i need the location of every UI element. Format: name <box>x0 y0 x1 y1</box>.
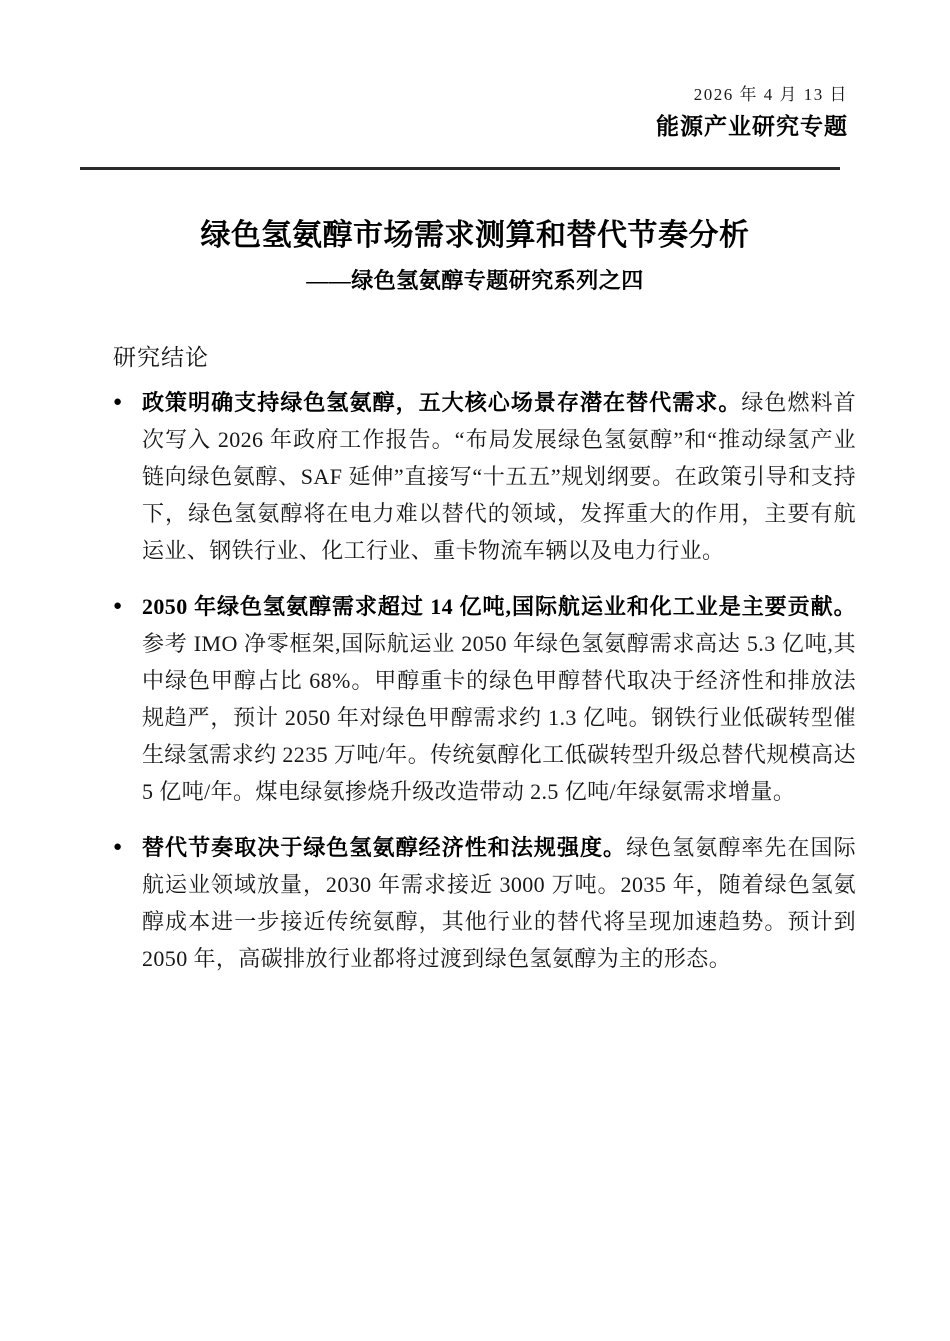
bullet-icon: ● <box>113 394 123 410</box>
bullet-body-text: 绿色氢氨醇率先在国际航运业领域放量，2030 年需求接近 3000 万吨。2035 年，随着绿色氢氨醇成本进一步接近传统氨醇，其他行业的替代将呈现加速趋势。预计到 2050 年，高碳排放行业都将过渡到绿色氢氨醇为主的形态。 <box>142 835 856 971</box>
report-subtitle: ——绿色氢氨醇专题研究系列之四 <box>306 268 644 293</box>
section-heading-conclusions: 研究结论 <box>113 344 209 370</box>
list-item <box>112 588 856 810</box>
list-item <box>112 384 856 569</box>
header-divider <box>80 167 840 170</box>
bullet-lead-text: 替代节奏取决于绿色氢氨醇经济性和法规强度。 <box>142 835 627 860</box>
title-block <box>0 218 950 295</box>
bullet-body-text: 参考 IMO 净零框架,国际航运业 2050 年绿色氢氨醇需求高达 5.3 亿吨,其中绿色甲醇占比 68%。甲醇重卡的绿色甲醇替代取决于经济性和排放法规趋严，预计 2050 年对绿色甲醇需求约 1.3 亿吨。钢铁行业低碳转型催生绿氢需求约 2235 万吨/年。传统氨醇化工低碳转型升级总替代规模高达 5 亿吨/年。煤电绿氨掺烧升级改造带动 2.5 亿吨/年绿氨需求增量。 <box>142 631 856 804</box>
list-item <box>112 829 856 977</box>
conclusions-list <box>112 384 856 977</box>
series-title: 能源产业研究专题 <box>656 114 848 139</box>
bullet-lead-text: 2050 年绿色氢氨醇需求超过 14 亿吨,国际航运业和化工业是主要贡献。 <box>142 594 856 619</box>
bullet-lead-text: 政策明确支持绿色氢氨醇，五大核心场景存潜在替代需求。 <box>142 390 742 415</box>
report-title: 绿色氢氨醇市场需求测算和替代节奏分析 <box>200 219 750 252</box>
report-date: 2026 年 4 月 13 日 <box>693 85 848 104</box>
bullet-icon: ● <box>113 598 123 614</box>
report-body <box>112 342 856 977</box>
bullet-icon: ● <box>113 839 123 855</box>
bullet-body-text: 绿色燃料首次写入 2026 年政府工作报告。“布局发展绿色氢氨醇”和“推动绿氢产业链向绿色氨醇、SAF 延伸”直接写“十五五”规划纲要。在政策引导和支持下，绿色氢氨醇将在电力难以替代的领域，发挥重大的作用，主要有航运业、钢铁行业、化工行业、重卡物流车辆以及电力行业。 <box>142 390 856 563</box>
page-header <box>656 84 848 142</box>
